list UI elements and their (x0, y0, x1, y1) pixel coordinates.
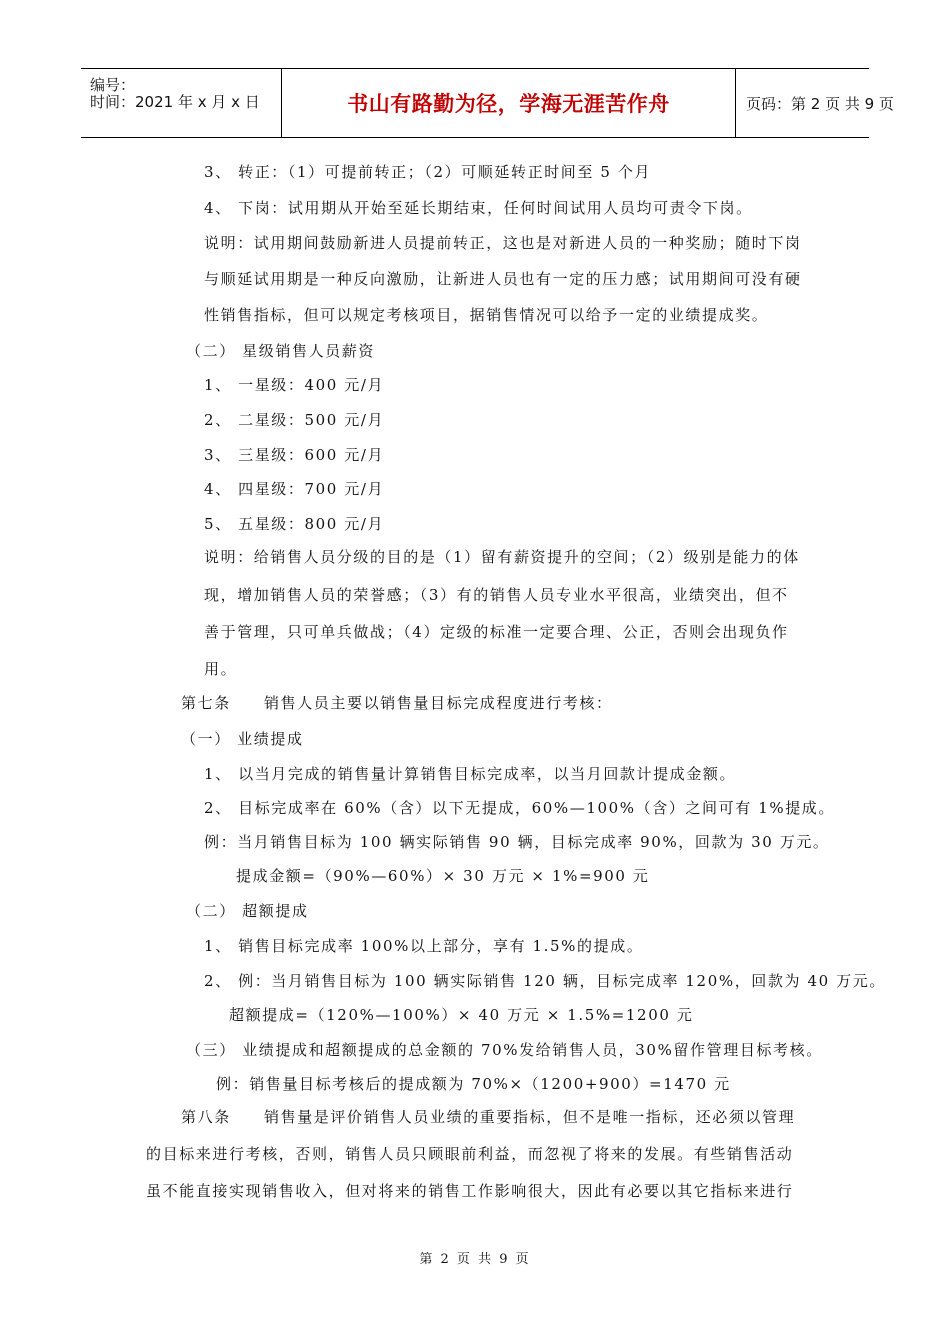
header-page-cell (736, 69, 894, 137)
list-item: 1、 销售目标完成率 100%以上部分，享有 1.5%的提成。 (204, 937, 644, 955)
section-heading: （二） 超额提成 (186, 902, 309, 920)
text-line: 说明：试用期间鼓励新进人员提前转正，这也是对新进人员的一种奖励；随时下岗 (204, 234, 802, 252)
list-item: 1、 以当月完成的销售量计算销售目标完成率，以当月回款计提成金额。 (204, 765, 737, 783)
document-date: 时间：2021 年 x 月 x 日 (90, 93, 260, 111)
page-header (81, 68, 894, 138)
list-item: 3、 三星级：600 元/月 (204, 446, 385, 464)
list-item: 4、 四星级：700 元/月 (204, 480, 385, 498)
page-info: 页码：第 2 页 共 9 页 (746, 94, 894, 113)
section-heading: （一） 业绩提成 (181, 730, 304, 748)
article-heading: 第七条 销售人员主要以销售量目标完成程度进行考核： (181, 694, 613, 712)
formula-line: 超额提成=（120%—100%）× 40 万元 × 1.5%=1200 元 (229, 1006, 694, 1024)
text-line: 性销售指标，但可以规定考核项目，据销售情况可以给予一定的业绩提成奖。 (204, 306, 769, 324)
page-footer: 第 2 页 共 9 页 (419, 1252, 531, 1267)
text-line: 虽不能直接实现销售收入，但对将来的销售工作影响很大，因此有必要以其它指标来进行 (146, 1182, 794, 1200)
text-line: 用。 (204, 660, 238, 678)
article-heading: 第八条 销售量是评价销售人员业绩的重要指标，但不是唯一指标，还必须以管理 (181, 1108, 796, 1126)
list-item: 1、 一星级：400 元/月 (204, 376, 385, 394)
document-number-label: 编号： (90, 76, 136, 94)
list-item: 2、 例：当月销售目标为 100 辆实际销售 120 辆，目标完成率 120%，回款为 40 万元。 (204, 972, 886, 990)
example-line: 例：当月销售目标为 100 辆实际销售 90 辆，目标完成率 90%，回款为 30 万元。 (204, 833, 830, 851)
motto: 书山有路勤为径，学海无涯苦作舟 (347, 92, 670, 116)
text-line: 说明：给销售人员分级的目的是（1）留有薪资提升的空间；（2）级别是能力的体 (204, 548, 800, 566)
formula-line: 提成金额=（90%—60%）× 30 万元 × 1%=900 元 (236, 867, 650, 885)
text-line: 与顺延试用期是一种反向激励，让新进人员也有一定的压力感；试用期间可没有硬 (204, 270, 802, 288)
list-item: 5、 五星级：800 元/月 (204, 515, 385, 533)
list-item: 2、 目标完成率在 60%（含）以下无提成，60%—100%（含）之间可有 1%提成。 (204, 799, 836, 817)
header-motto-cell (281, 69, 736, 137)
text-line: 善于管理，只可单兵做战；（4）定级的标准一定要合理、公正，否则会出现负作 (204, 623, 789, 641)
section-heading: （二） 星级销售人员薪资 (186, 342, 375, 360)
text-line: 现，增加销售人员的荣誉感；（3）有的销售人员专业水平很高，业绩突出，但不 (204, 586, 789, 604)
text-line: 3、 转正：（1）可提前转正；（2）可顺延转正时间至 5 个月 (204, 163, 652, 181)
text-line: 的目标来进行考核，否则，销售人员只顾眼前利益，而忽视了将来的发展。有些销售活动 (146, 1145, 794, 1163)
section-heading: （三） 业绩提成和超额提成的总金额的 70%发给销售人员，30%留作管理目标考核。 (186, 1041, 823, 1059)
header-meta (81, 69, 281, 137)
list-item: 2、 二星级：500 元/月 (204, 411, 385, 429)
text-line: 4、 下岗：试用期从开始至延长期结束，任何时间试用人员均可责令下岗。 (204, 199, 753, 217)
example-line: 例：销售量目标考核后的提成额为 70%×（1200+900）=1470 元 (216, 1075, 731, 1093)
